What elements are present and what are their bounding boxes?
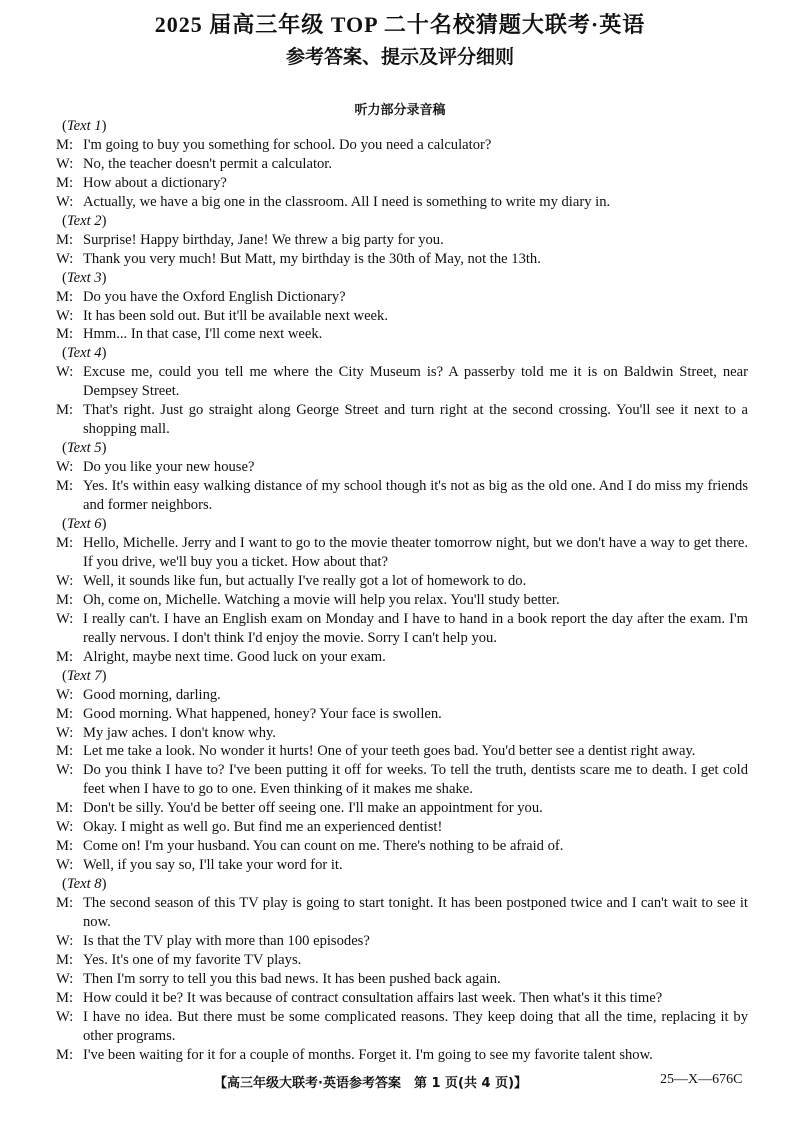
text-label: (Text 5): [62, 440, 107, 457]
dialogue-line: [56, 894, 748, 932]
dialogue-line: [56, 856, 748, 875]
utterance-text: How could it be? It was because of contract consultation affairs last week. Then what's it this time?: [83, 989, 663, 1006]
utterance-text: Alright, maybe next time. Good luck on your exam.: [83, 648, 386, 665]
speaker-label: M:: [56, 800, 74, 817]
utterance-text: Actually, we have a big one in the classroom. All I need is something to write my diary in.: [83, 193, 611, 210]
speaker-label: W:: [56, 686, 74, 703]
dialogue-line: [56, 742, 748, 761]
utterance-text: Thank you very much! But Matt, my birthday is the 30th of May, not the 13th.: [83, 250, 541, 267]
speaker-label: M:: [56, 1046, 74, 1063]
utterance-text: Good morning. What happened, honey? Your face is swollen.: [83, 705, 442, 722]
utterance-text: Do you have the Oxford English Dictionary?: [83, 288, 346, 305]
listening-transcript: [56, 117, 748, 1065]
dialogue-line: [56, 401, 748, 439]
utterance-text: Yes. It's within easy walking distance of my school though it's not as big as the old one. And I do miss my friends and former neighbors.: [83, 478, 748, 514]
page-footer: [0, 1072, 800, 1094]
speaker-label: W:: [56, 819, 74, 836]
text-label: (Text 7): [62, 667, 107, 684]
dialogue-line: [56, 534, 748, 572]
dialogue-line: [56, 970, 748, 989]
utterance-text: Let me take a look. No wonder it hurts! One of your teeth goes bad. You'd better see a dentist right away.: [83, 743, 696, 760]
speaker-label: W:: [56, 307, 74, 324]
dialogue-line: [56, 989, 748, 1008]
speaker-label: M:: [56, 591, 74, 608]
dialogue-line: [56, 136, 748, 155]
speaker-label: M:: [56, 478, 74, 495]
utterance-text: Excuse me, could you tell me where the City Museum is? A passerby told me it is on Baldwin Street, near Dempsey Street.: [83, 364, 748, 400]
utterance-text: Then I'm sorry to tell you this bad news. It has been pushed back again.: [83, 970, 501, 987]
dialogue-line: [56, 818, 748, 837]
dialogue-line: [56, 363, 748, 401]
utterance-text: That's right. Just go straight along George Street and turn right at the second crossing. You'll see it next to a shopping mall.: [83, 402, 748, 438]
dialogue-line: [56, 686, 748, 705]
utterance-text: My jaw aches. I don't know why.: [83, 724, 276, 741]
utterance-text: I have no idea. But there must be some complicated reasons. They keep doing that all the time, replacing it by other programs.: [83, 1008, 748, 1044]
text-label: (Text 1): [62, 118, 107, 134]
dialogue-line: [56, 705, 748, 724]
utterance-text: How about a dictionary?: [83, 174, 227, 191]
dialogue-line: [56, 1008, 748, 1046]
speaker-label: W:: [56, 857, 74, 874]
document-title: 2025 届高三年级 TOP 二十名校猜题大联考·英语: [154, 12, 646, 37]
dialogue-line: [56, 193, 748, 212]
dialogue-line: [56, 799, 748, 818]
utterance-text: Oh, come on, Michelle. Watching a movie will help you relax. You'll study better.: [83, 591, 560, 608]
utterance-text: Yes. It's one of my favorite TV plays.: [83, 951, 302, 968]
utterance-text: Come on! I'm your husband. You can count on me. There's nothing to be afraid of.: [83, 838, 564, 855]
utterance-text: No, the teacher doesn't permit a calculator.: [83, 155, 332, 172]
dialogue-line: [56, 932, 748, 951]
utterance-text: Okay. I might as well go. But find me an experienced dentist!: [83, 819, 443, 836]
text-label: (Text 3): [62, 269, 107, 286]
speaker-label: W:: [56, 1008, 74, 1025]
dialogue-line: [56, 610, 748, 648]
footer-page-info: 【高三年级大联考·英语参考答案 第 1 页(共 4 页)】: [214, 1076, 528, 1091]
speaker-label: M:: [56, 534, 74, 551]
speaker-label: W:: [56, 724, 74, 741]
utterance-text: Hello, Michelle. Jerry and I want to go to the movie theater tomorrow night, but we don't have a way to get there. If you drive, we'll buy you a ticket. How about that?: [83, 534, 748, 570]
utterance-text: Is that the TV play with more than 100 episodes?: [83, 932, 370, 949]
dialogue-line: [56, 250, 748, 269]
speaker-label: W:: [56, 572, 74, 589]
footer-code: 25—X—676C: [660, 1072, 743, 1087]
dialogue-line: [56, 1046, 748, 1065]
speaker-label: W:: [56, 193, 74, 210]
utterance-text: Do you like your new house?: [83, 459, 255, 476]
speaker-label: W:: [56, 459, 74, 476]
dialogue-line: [56, 761, 748, 799]
speaker-label: W:: [56, 970, 74, 987]
speaker-label: M:: [56, 989, 74, 1006]
dialogue-line: [56, 307, 748, 326]
speaker-label: M:: [56, 838, 74, 855]
speaker-label: M:: [56, 174, 74, 191]
dialogue-line: [56, 174, 748, 193]
speaker-label: W:: [56, 762, 74, 779]
speaker-label: M:: [56, 743, 74, 760]
utterance-text: Well, it sounds like fun, but actually I've really got a lot of homework to do.: [83, 572, 527, 589]
text-label: (Text 4): [62, 345, 107, 362]
speaker-label: M:: [56, 705, 74, 722]
utterance-text: I'm going to buy you something for school. Do you need a calculator?: [83, 136, 492, 153]
utterance-text: I've been waiting for it for a couple of months. Forget it. I'm going to see my favorite talent show.: [83, 1046, 653, 1063]
text-label: (Text 8): [62, 876, 107, 893]
dialogue-line: [56, 325, 748, 344]
section-title: 听力部分录音稿: [354, 103, 446, 118]
speaker-label: W:: [56, 250, 74, 267]
utterance-text: Do you think I have to? I've been putting it off for weeks. To tell the truth, dentists scare me to death. I get cold feet when I have to go to one. Even thinking of it makes me shake.: [83, 762, 748, 798]
utterance-text: Good morning, darling.: [83, 686, 221, 703]
speaker-label: M:: [56, 895, 74, 912]
speaker-label: M:: [56, 231, 74, 248]
dialogue-line: [56, 837, 748, 856]
dialogue-line: [56, 951, 748, 970]
speaker-label: M:: [56, 951, 74, 968]
dialogue-line: [56, 288, 748, 307]
dialogue-line: [56, 724, 748, 743]
speaker-label: M:: [56, 402, 74, 419]
dialogue-line: [56, 648, 748, 667]
speaker-label: W:: [56, 610, 74, 627]
utterance-text: Surprise! Happy birthday, Jane! We threw a big party for you.: [83, 231, 444, 248]
utterance-text: It has been sold out. But it'll be available next week.: [83, 307, 388, 324]
dialogue-line: [56, 572, 748, 591]
speaker-label: W:: [56, 155, 74, 172]
utterance-text: Don't be silly. You'd be better off seeing one. I'll make an appointment for you.: [83, 800, 543, 817]
text-label: (Text 6): [62, 516, 107, 533]
document-subtitle: 参考答案、提示及评分细则: [285, 47, 514, 68]
utterance-text: Well, if you say so, I'll take your word for it.: [83, 857, 343, 874]
speaker-label: M:: [56, 136, 74, 153]
dialogue-line: [56, 231, 748, 250]
utterance-text: I really can't. I have an English exam on Monday and I have to hand in a book report the day after the exam. I'm really nervous. I don't think I'd enjoy the movie. Sorry I can't help you.: [83, 610, 748, 646]
utterance-text: The second season of this TV play is going to start tonight. It has been postponed twice and I can't wait to see it now.: [83, 895, 748, 931]
dialogue-line: [56, 155, 748, 174]
dialogue-line: [56, 591, 748, 610]
speaker-label: W:: [56, 932, 74, 949]
text-label: (Text 2): [62, 212, 107, 229]
speaker-label: M:: [56, 648, 74, 665]
speaker-label: M:: [56, 288, 74, 305]
dialogue-line: [56, 458, 748, 477]
dialogue-line: [56, 477, 748, 515]
utterance-text: Hmm... In that case, I'll come next week.: [83, 326, 323, 343]
speaker-label: M:: [56, 326, 74, 343]
speaker-label: W:: [56, 364, 74, 381]
